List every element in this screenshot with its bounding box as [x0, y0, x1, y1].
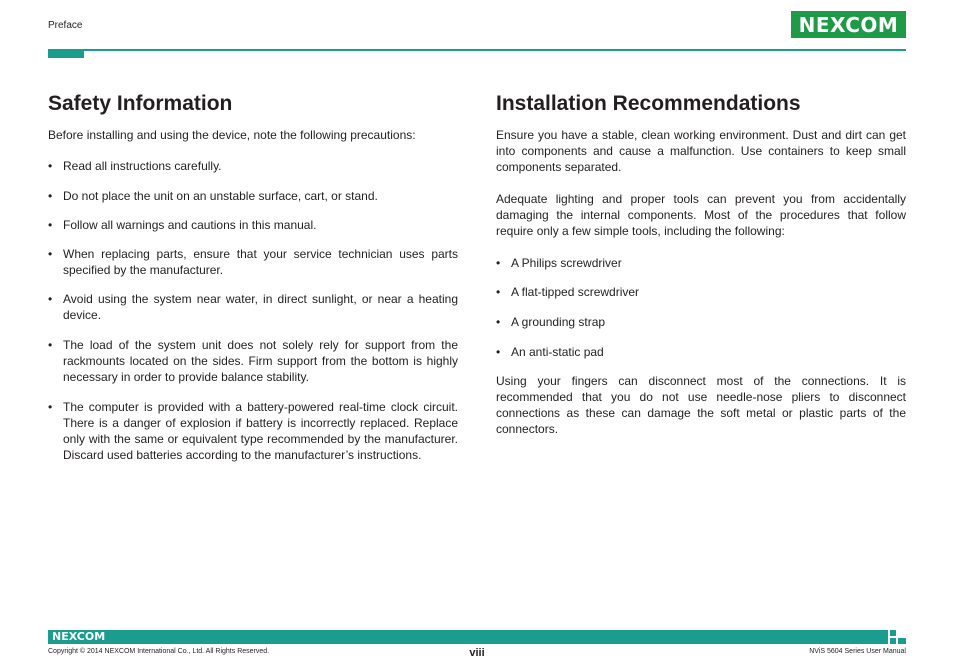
corner-square — [890, 638, 896, 644]
footer-bar — [48, 630, 888, 644]
safety-intro: Before installing and using the device, note the following precautions: — [48, 128, 416, 142]
list-item — [48, 291, 458, 323]
installation-para-3: Using your fingers can disconnect most of the connections. It is recommended that you do not use needle-nose pliers to disconnect connections as these can damage the soft metal or plastic parts of the connectors. — [496, 374, 906, 436]
list-item-text: The load of the system unit does not solely rely for support from the rackmounts located on the sides. Firm support from the bottom is highly necessary in order to provide balance stability. — [63, 338, 458, 384]
list-item — [496, 284, 906, 300]
corner-square — [898, 638, 906, 644]
list-item-text: Follow all warnings and cautions in this manual. — [63, 218, 317, 232]
list-item — [496, 344, 906, 360]
section-label: Preface — [48, 20, 83, 31]
installation-column — [496, 90, 906, 437]
safety-column — [48, 90, 458, 463]
bullet-icon: • — [48, 400, 53, 414]
tools-list — [496, 255, 906, 360]
list-item — [48, 399, 458, 463]
installation-para-2: Adequate lighting and proper tools can prevent you from accidentally damaging the internal components. Most of the procedures that follow require only a few simple tools, including the following: — [496, 192, 906, 238]
footer-logo: NEXCOM — [52, 630, 106, 643]
list-item-text: A flat-tipped screwdriver — [511, 285, 640, 299]
bullet-icon: • — [496, 256, 501, 270]
list-item-text: The computer is provided with a battery-powered real-time clock circuit. There is a danger of explosion if battery is incorrectly replaced. Replace only with the same or equivalent type recommended by the manufacturer. Discard used batteries according to the manufacturer’s instructions. — [63, 400, 458, 462]
list-item — [48, 188, 458, 204]
installation-title: Installation Recommendations — [496, 92, 801, 115]
list-item-text: Read all instructions carefully. — [63, 159, 222, 173]
corner-square — [890, 630, 896, 636]
list-item — [48, 158, 458, 174]
bullet-icon: • — [496, 315, 501, 329]
safety-list — [48, 158, 458, 463]
bullet-icon: • — [48, 218, 53, 232]
bullet-icon: • — [48, 189, 53, 203]
bullet-icon: • — [48, 159, 53, 173]
page-number: viii — [469, 647, 485, 659]
logo-text: NEXCOM — [798, 12, 899, 37]
list-item-text: A grounding strap — [511, 315, 606, 329]
header-rule — [84, 49, 906, 51]
bullet-icon: • — [496, 345, 501, 359]
list-item-text: Avoid using the system near water, in direct sunlight, or near a heating device. — [63, 292, 458, 322]
list-item — [48, 217, 458, 233]
list-item — [48, 246, 458, 278]
bullet-icon: • — [496, 285, 501, 299]
bullet-icon: • — [48, 338, 53, 352]
installation-para-1: Ensure you have a stable, clean working environment. Dust and dirt can get into components and cause a malfunction. Use containers to keep small components separated. — [496, 128, 906, 174]
list-item-text: Do not place the unit on an unstable surface, cart, or stand. — [63, 189, 378, 203]
bullet-icon: • — [48, 292, 53, 306]
list-item-text: A Philips screwdriver — [511, 256, 622, 270]
list-item — [48, 337, 458, 385]
nexcom-logo — [791, 11, 906, 38]
list-item-text: An anti-static pad — [511, 345, 604, 359]
list-item — [496, 314, 906, 330]
bullet-icon: • — [48, 247, 53, 261]
list-item — [496, 255, 906, 271]
copyright-text: Copyright © 2014 NEXCOM International Co., Ltd. All Rights Reserved. — [48, 648, 270, 655]
safety-title: Safety Information — [48, 92, 233, 115]
list-item-text: When replacing parts, ensure that your service technician uses parts specified by the manufacturer. — [63, 247, 458, 277]
header-accent-block — [48, 49, 84, 58]
manual-title: NViS 5604 Series User Manual — [809, 648, 906, 655]
